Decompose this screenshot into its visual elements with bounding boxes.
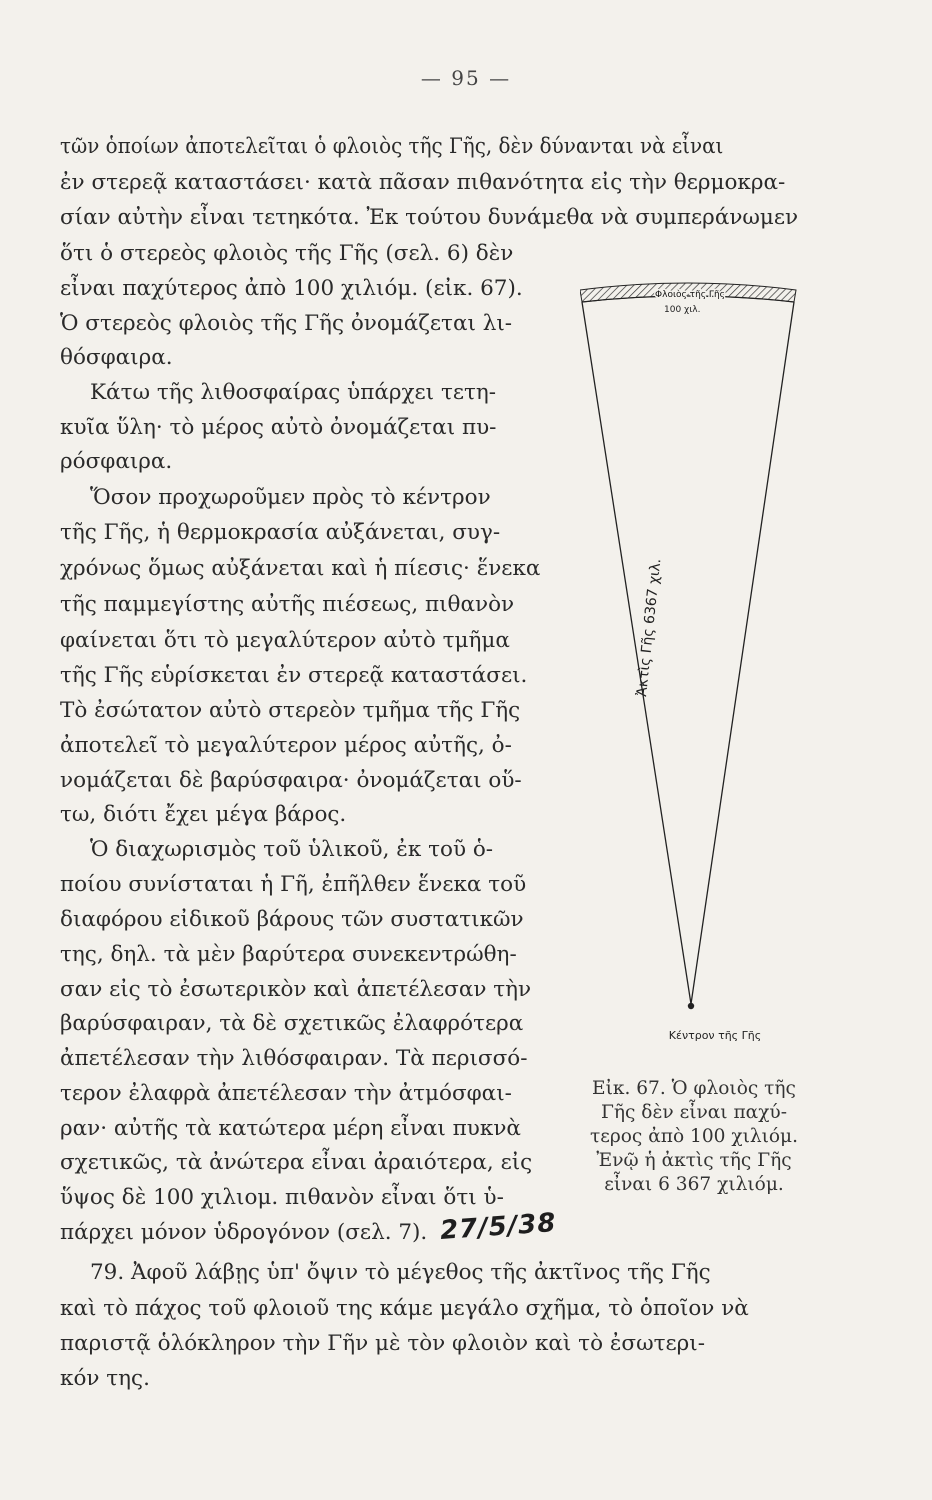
wedge-diagram [580,282,800,1062]
text-line: ραν· αὐτῆς τὰ κατώτερα μέρη εἶναι πυκνὰ [60,1116,521,1141]
handwritten-date: 27/5/38 [439,1207,558,1247]
text-line: νομάζεται δὲ βαρύσφαιρα· ὀνομάζεται οὕ- [60,768,522,793]
right-radius [691,302,794,1004]
text-line: τῆς Γῆς, ἡ θερμοκρασία αὐξάνεται, συγ- [60,520,501,545]
caption-line: τερος ἀπὸ 100 χιλιόμ. [589,1125,799,1147]
text-line: ρόσφαιρα. [60,449,173,474]
text-line: Ὁ διαχωρισμὸς τοῦ ὑλικοῦ, ἐκ τοῦ ὁ- [90,837,494,862]
text-line: σίαν αὐτὴν εἶναι τετηκότα. Ἐκ τούτου δυνάμεθα νὰ συμπεράνωμεν [60,205,799,230]
text-line: σχετικῶς, τὰ ἀνώτερα εἶναι ἀραιότερα, εἰς [60,1150,533,1175]
text-line: τω, διότι ἔχει μέγα βάρος. [60,802,347,827]
caption-line: Ἐνῷ ἡ ἀκτὶς τῆς Γῆς [596,1149,792,1171]
text-line: της, δηλ. τὰ μὲν βαρύτερα συνεκεντρώθη- [60,942,517,967]
text-line: εἶναι παχύτερος ἀπὸ 100 χιλιόμ. (εἰκ. 67). [60,276,523,301]
crust-thickness-label: 100 χιλ. [664,305,701,315]
text-line: φαίνεται ὅτι τὸ μεγαλύτερον αὐτὸ τμῆμα [60,628,510,653]
text-line: καὶ τὸ πάχος τοῦ φλοιοῦ της κάμε μεγάλο σχῆμα, τὸ ὁποῖον νὰ [60,1296,749,1321]
text-line: Ὁ στερεὸς φλοιὸς τῆς Γῆς ὀνομάζεται λι- [60,311,513,336]
text-line: τῆς Γῆς εὑρίσκεται ἐν στερεᾷ καταστάσει. [60,663,528,688]
earth-crust-figure [580,282,800,1062]
text-line: πάρχει μόνον ὑδρογόνον (σελ. 7). [60,1220,428,1245]
text-line: ὕψος δὲ 100 χιλιομ. πιθανὸν εἶναι ὅτι ὑ- [60,1185,504,1210]
caption-line: εἶναι 6 367 χιλιόμ. [604,1173,784,1195]
text-line: Ὅσον προχωροῦμεν πρὸς τὸ κέντρον [90,485,491,510]
center-label: Κέντρον τῆς Γῆς [668,1029,762,1042]
text-line: παριστᾷ ὁλόκληρον τὴν Γῆν μὲ τὸν φλοιὸν καὶ τὸ ἐσωτερι- [60,1331,705,1356]
text-line: ἀπετέλεσαν τὴν λιθόσφαιραν. Τὰ περισσό- [60,1046,528,1071]
text-line: σαν εἰς τὸ ἐσωτερικὸν καὶ ἀπετέλεσαν τὴν [60,977,532,1002]
text-line: τῶν ὁποίων ἀποτελεῖται ὁ φλοιὸς τῆς Γῆς, δὲν δύνανται νὰ εἶναι [60,134,724,159]
text-line: ποίου συνίσταται ἡ Γῆ, ἐπῆλθεν ἕνεκα τοῦ [60,872,527,897]
text-line: θόσφαιρα. [60,345,173,370]
text-line: ἀποτελεῖ τὸ μεγαλύτερον μέρος αὐτῆς, ὀ- [60,733,512,758]
left-radius [582,302,691,1004]
caption-line: Εἰκ. 67. Ὁ φλοιὸς τῆς [592,1077,796,1099]
text-line: κόν της. [60,1366,150,1391]
page-number: — 95 — [420,66,512,90]
center-point [688,1003,694,1009]
text-line: ὅτι ὁ στερεὸς φλοιὸς τῆς Γῆς (σελ. 6) δὲν [60,241,514,266]
text-line: βαρύσφαιραν, τὰ δὲ σχετικῶς ἐλαφρότερα [60,1011,524,1036]
radius-label: Ἀκτὶς Γῆς 6367 χιλ. [634,557,665,698]
text-line: ἐν στερεᾷ καταστάσει· κατὰ πᾶσαν πιθανότητα εἰς τὴν θερμοκρα- [60,170,786,195]
text-line: τερον ἐλαφρὰ ἀπετέλεσαν τὴν ἀτμόσφαι- [60,1081,512,1106]
text-line: 79. Ἀφοῦ λάβῃς ὑπ' ὄψιν τὸ μέγεθος τῆς ἀκτῖνος τῆς Γῆς [90,1260,711,1285]
text-line: χρόνως ὅμως αὐξάνεται καὶ ἡ πίεσις· ἕνεκα [60,556,541,581]
text-line: τῆς παμμεγίστης αὐτῆς πιέσεως, πιθανὸν [60,592,515,617]
figure-caption [566,1076,822,1196]
text-line: κυῖα ὕλη· τὸ μέρος αὐτὸ ὀνομάζεται πυ- [60,415,497,440]
crust-label: Φλοιὸς τῆς Γῆς [655,290,725,300]
text-line: Κάτω τῆς λιθοσφαίρας ὑπάρχει τετη- [90,380,497,405]
text-line: Τὸ ἐσώτατον αὐτὸ στερεὸν τμῆμα τῆς Γῆς [60,698,521,723]
caption-line: Γῆς δὲν εἶναι παχύ- [601,1101,787,1123]
text-line: διαφόρου εἰδικοῦ βάρους τῶν συστατικῶν [60,907,524,932]
